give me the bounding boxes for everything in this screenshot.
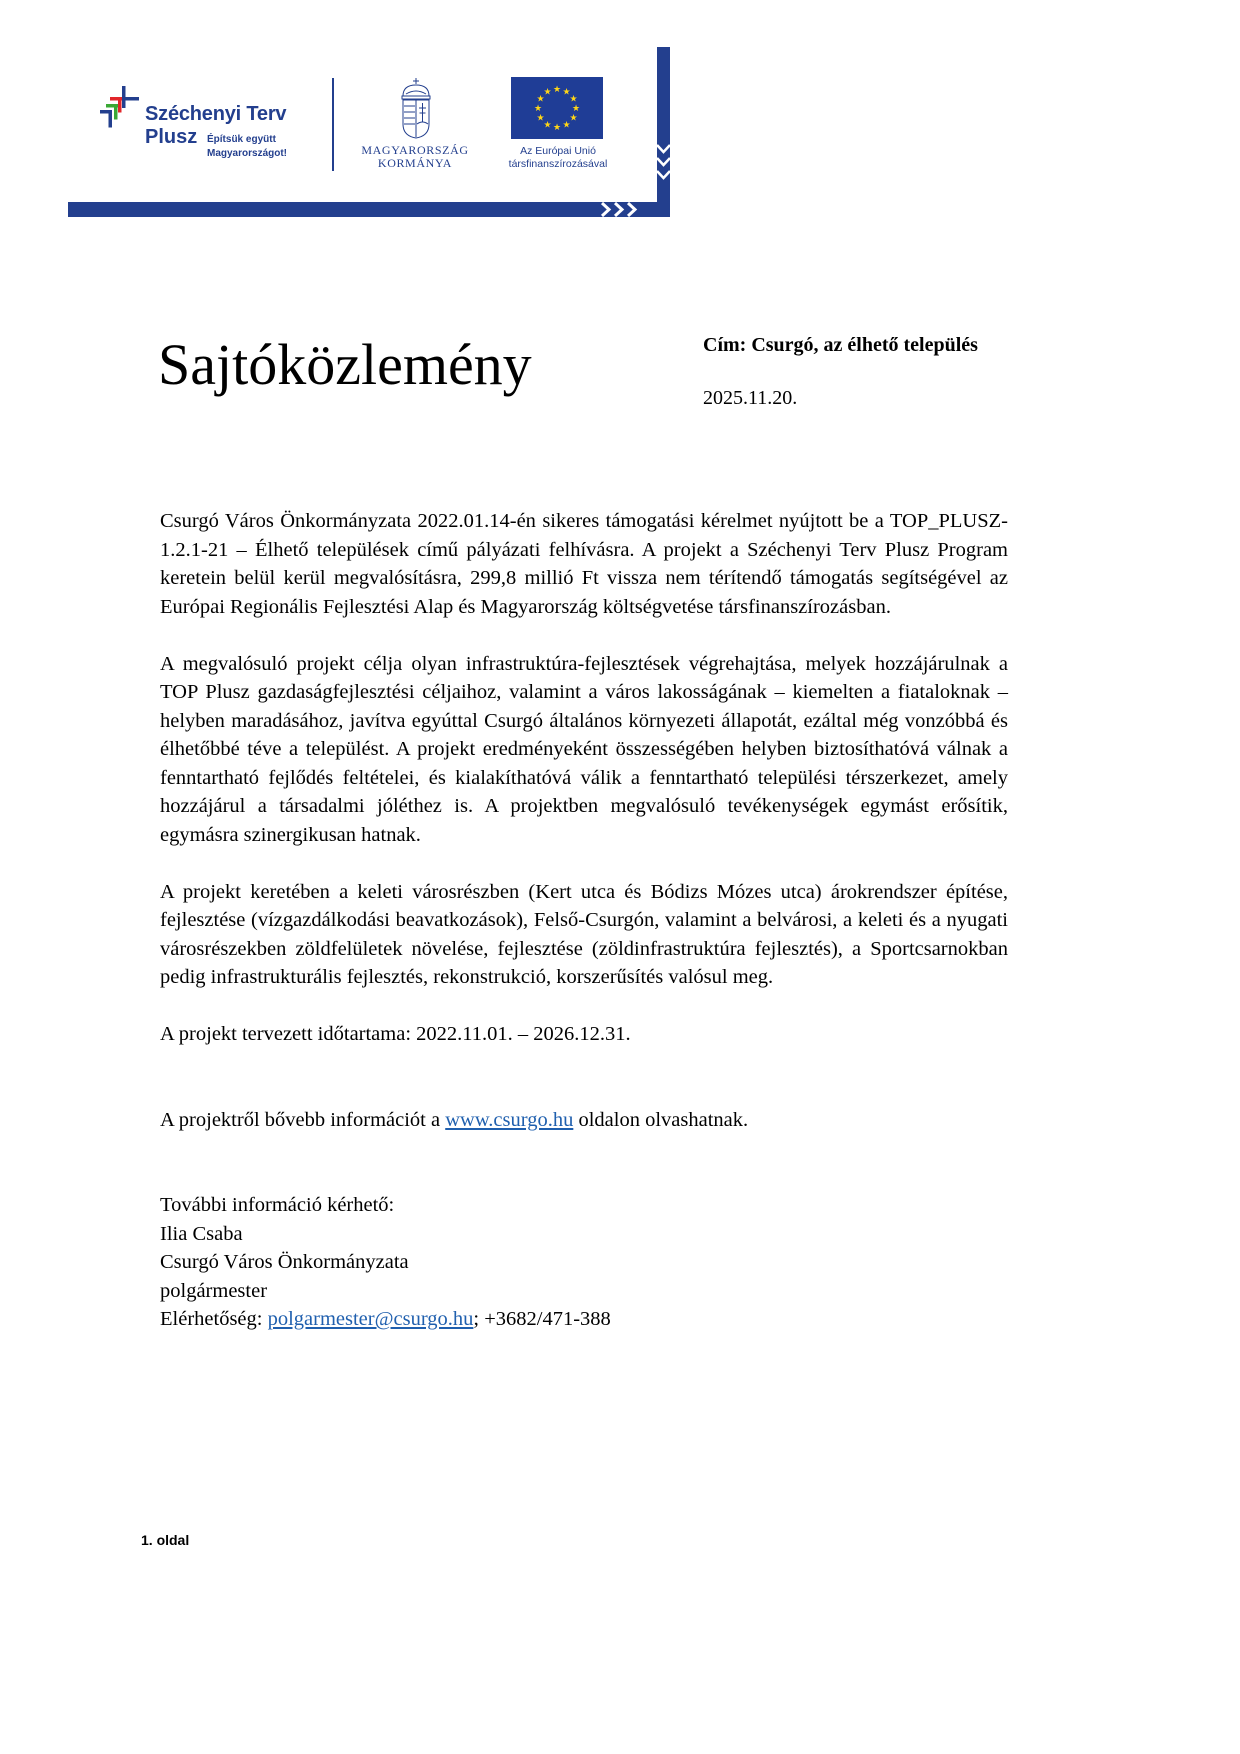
svg-text:★: ★ (543, 87, 552, 98)
svg-text:★: ★ (533, 104, 543, 114)
svg-text:★: ★ (569, 94, 578, 105)
hungarian-coat-of-arms-icon (398, 78, 434, 140)
svg-text:★: ★ (562, 120, 571, 131)
svg-text:★: ★ (536, 94, 545, 105)
contact-reach (160, 1305, 1008, 1334)
header-band-horizontal (68, 202, 670, 217)
paragraph-goals: A megvalósuló projekt célja olyan infrastruktúra-fejlesztések végrehajtása, melyek hozzájárulnak a TOP Plusz gazdaságfejlesztési céljaihoz, valamint a város lakosságának – kiemelten a fiataloknak – helyben maradásához, javítva egyúttal Csurgó általános környezeti állapotát, ezáltal még vonzóbbá és élhetőbbé téve a települést. A projekt eredményeként összességében helyben biztosíthatóvá válnak a fenntartható fejlődés feltételei, és kialakíthatóvá válik a fenntartható települési térszerkezet, amely hozzájárul a társadalmi jóléthez is. A projektben megvalósuló tevékenységek egymást erősítik, egymásra szinergikusan hatnak. (160, 652, 1008, 846)
paragraph-more-info (160, 1106, 1008, 1135)
szechenyi-title: Széchenyi Terv (145, 103, 287, 125)
svg-text:★: ★ (571, 104, 581, 114)
chevron-right-icon (600, 202, 650, 217)
contact-name: Ilia Csaba (160, 1222, 243, 1245)
paragraph-activities: A projekt keretében a keleti városrészben (Kert utca és Bódizs Mózes utca) árokrendszer építése, fejlesztése (vízgazdálkodási beavatkozások), Felső-Csurgón, valamint a belvárosi, a keleti és a nyugati városrészekben zöldfelületek növelése, fejlesztése (zöldinfrastruktúra fejlesztés), a Sportcsarnokban pedig infrastrukturális fejlesztés, rekonstrukció, korszerűsítés valósul meg. (160, 880, 1008, 988)
government-line-2: KORMÁNYA (377, 156, 453, 170)
szechenyi-plusz: Plusz (145, 126, 198, 148)
eu-flag-icon (511, 77, 603, 139)
chevron-down-icon (657, 143, 670, 188)
svg-text:★: ★ (552, 123, 562, 133)
document-subject: Cím: Csurgó, az élhető település (703, 334, 978, 356)
document-body (160, 507, 1008, 1334)
eu-line-1: Az Európai Unió (520, 145, 596, 157)
szechenyi-cross-logo-icon (100, 86, 144, 128)
document-title: Sajtóközlemény (158, 332, 532, 397)
contact-block (160, 1191, 1008, 1334)
svg-text:★: ★ (562, 87, 571, 98)
svg-text:★: ★ (543, 120, 552, 131)
paragraph-application: Csurgó Város Önkormányzata 2022.01.14-én sikeres támogatási kérelmet nyújtott be a TOP_PLUSZ-1.2.1-21 – Élhető települések című pályázati felhívásra. A projekt a Széchenyi Terv Plusz Program keretein belül kerül megvalósításra, 299,8 millió Ft vissza nem térítendő támogatás segítségével az Európai Regionális Fejlesztési Alap és Magyarország költségvetése társfinanszírozásban. (160, 510, 1008, 618)
email-link[interactable]: polgarmester@csurgo.hu (267, 1308, 474, 1330)
government-logo-text (350, 144, 480, 170)
info-text-before: A projektről bővebb információt a (160, 1108, 446, 1131)
website-link[interactable]: www.csurgo.hu (445, 1108, 574, 1131)
info-text-after: oldalon olvashatnak. (573, 1108, 749, 1131)
page-number: 1. oldal (141, 1532, 190, 1548)
logo-divider (332, 78, 334, 171)
government-line-1: MAGYARORSZÁG (361, 143, 469, 157)
document-date: 2025.11.20. (703, 387, 798, 409)
eu-logo-text (488, 145, 628, 171)
contact-organization: Csurgó Város Önkormányzata (160, 1251, 409, 1273)
slogan-line-1: Építsük együtt (207, 134, 276, 145)
contact-heading: További információ kérhető: (160, 1194, 395, 1216)
contact-phone: ; +3682/471-388 (473, 1308, 611, 1330)
svg-text:★: ★ (536, 113, 545, 124)
paragraph-duration: A projekt tervezett időtartama: 2022.11.01. – 2026.12.31. (160, 1023, 631, 1045)
contact-reach-label: Elérhetőség: (160, 1308, 268, 1330)
contact-role: polgármester (160, 1279, 268, 1302)
szechenyi-slogan (207, 133, 287, 161)
eu-line-2: társfinanszírozásával (508, 158, 608, 170)
svg-text:★: ★ (569, 113, 578, 124)
svg-text:★: ★ (552, 85, 562, 95)
slogan-line-2: Magyarországot! (207, 148, 288, 159)
header-band-vertical (657, 47, 670, 217)
